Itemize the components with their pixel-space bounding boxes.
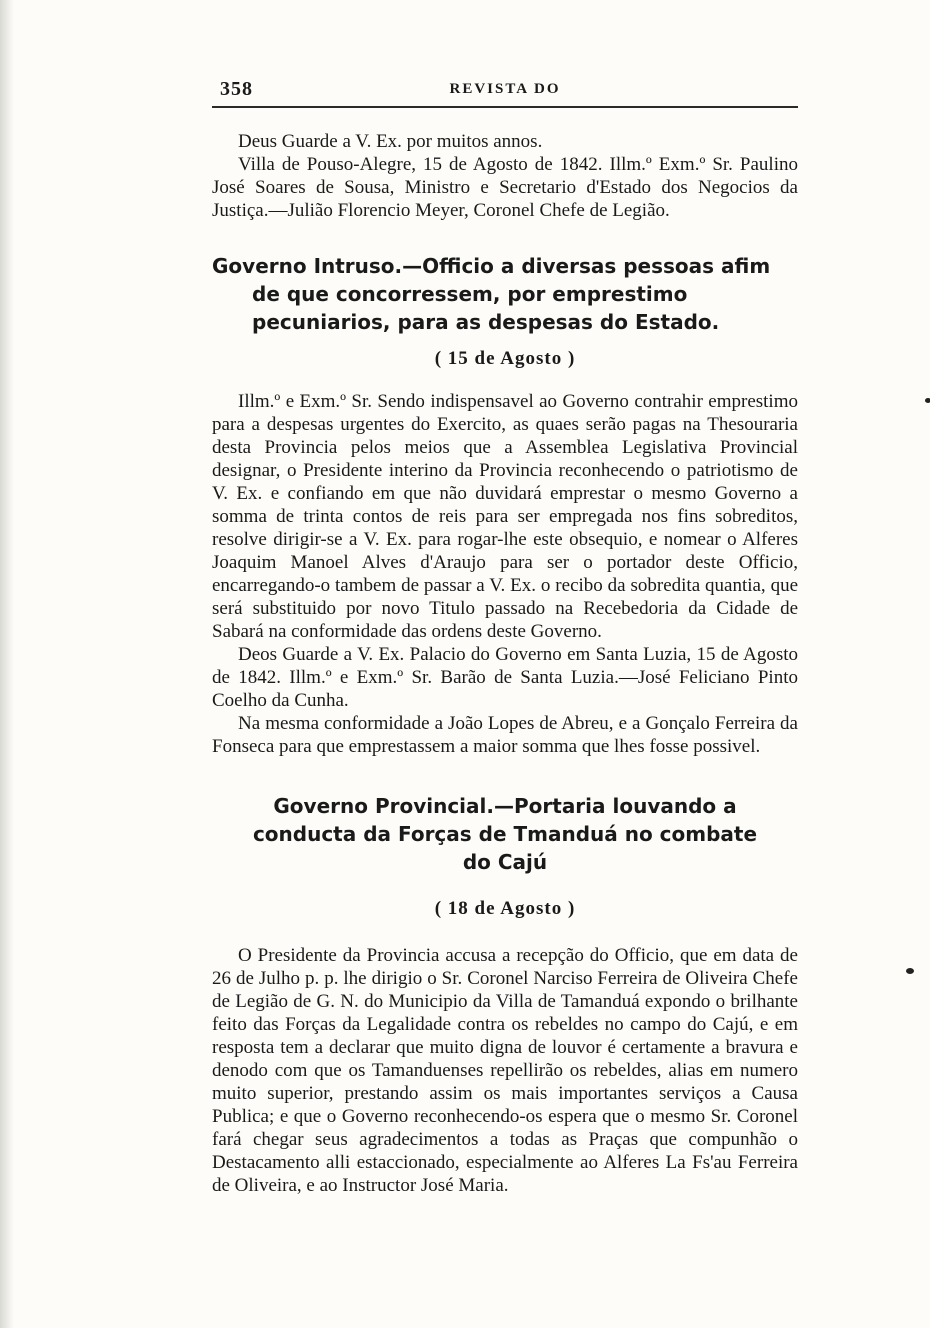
paragraph: Illm.º e Exm.º Sr. Sendo indispensavel ao Governo contrahir emprestimo para a despesas urgentes do Exercito, as quaes serão pagas na Thesouraria desta Provincia pelos meios que a Assemblea Legislativa Provincial designar, o Presidente interino da Provincia reconhecendo o patriotismo de V. Ex. e confiando em que não duvidará emprestar o mesmo Governo a somma de trinta contos de reis para ser empregada nos fins sobreditos, resolve dirigir-se a V. Ex. para rogar-lhe este obsequio, e nomear o Alferes Joaquim Manoel Alves d'Araujo para ser o portador deste Officio, encarregando-o tambem de passar a V. Ex. o recibo da sobredita quantia, que será substituido por novo Titulo passado na Recebedoria da Cidade de Sabará na conformidade das ordens deste Governo. (212, 391, 798, 642)
section-heading: Governo Provincial.—Portaria louvando a conducta da Forças de Tmanduá no combate do Cajú (252, 794, 758, 874)
section-governo-intruso (212, 252, 798, 758)
document-page (212, 78, 798, 1197)
section-heading: Governo Intruso.—Officio a diversas pessoas afim de que concorressem, por emprestimo pecuniarios, para as despesas do Estado. (212, 254, 771, 334)
paragraph: Deos Guarde a V. Ex. Palacio do Governo em Santa Luzia, 15 de Agosto de 1842. Illm.º e Exm.º Sr. Barão de Santa Luzia.—José Feliciano Pinto Coelho da Cunha. (212, 644, 798, 711)
running-head (212, 78, 798, 104)
section-date: ( 15 de Agosto ) (434, 348, 576, 369)
binding-edge-shadow (0, 0, 14, 1328)
page-number: 358 (220, 78, 253, 100)
closing-block (212, 130, 798, 222)
running-title: REVISTA DO (449, 81, 561, 97)
ink-speck (906, 968, 914, 974)
closing-salutation: Deus Guarde a V. Ex. por muitos annos. (238, 131, 543, 152)
closing-signature: Villa de Pouso-Alegre, 15 de Agosto de 1842. Illm.º Exm.º Sr. Paulino José Soares de Sousa, Ministro e Secretario d'Estado dos Negocios da Justiça.—Julião Florencio Meyer, Coronel Chefe de Legião. (212, 154, 798, 221)
ink-speck (925, 398, 930, 403)
header-rule (212, 106, 798, 108)
section-date: ( 18 de Agosto ) (434, 898, 576, 919)
section-governo-provincial (212, 792, 798, 1197)
paragraph: O Presidente da Provincia accusa a recepção do Officio, que em data de 26 de Julho p. p. lhe dirigio o Sr. Coronel Narciso Ferreira de Oliveira Chefe de Legião de G. N. do Municipio da Villa de Tamanduá expondo o brilhante feito das Forças da Legalidade contra os rebeldes no campo do Cajú, e em resposta tem a declarar que muito digna de louvor é certamente a bravura e denodo com que os Tamanduenses repellirão os rebeldes, alias em numero muito superior, prestando assim os mais importantes serviços a Causa Publica; e que o Governo reconhecendo-os espera que o mesmo Sr. Coronel fará chegar seus agradecimentos a todas as Praças que compunhão o Destacamento alli estaccionado, especialmente ao Alferes La Fs'au Ferreira de Oliveira, e ao Instructor José Maria. (212, 945, 798, 1196)
paragraph: Na mesma conformidade a João Lopes de Abreu, e a Gonçalo Ferreira da Fonseca para que emprestassem a maior somma que lhes fosse possivel. (212, 713, 798, 757)
